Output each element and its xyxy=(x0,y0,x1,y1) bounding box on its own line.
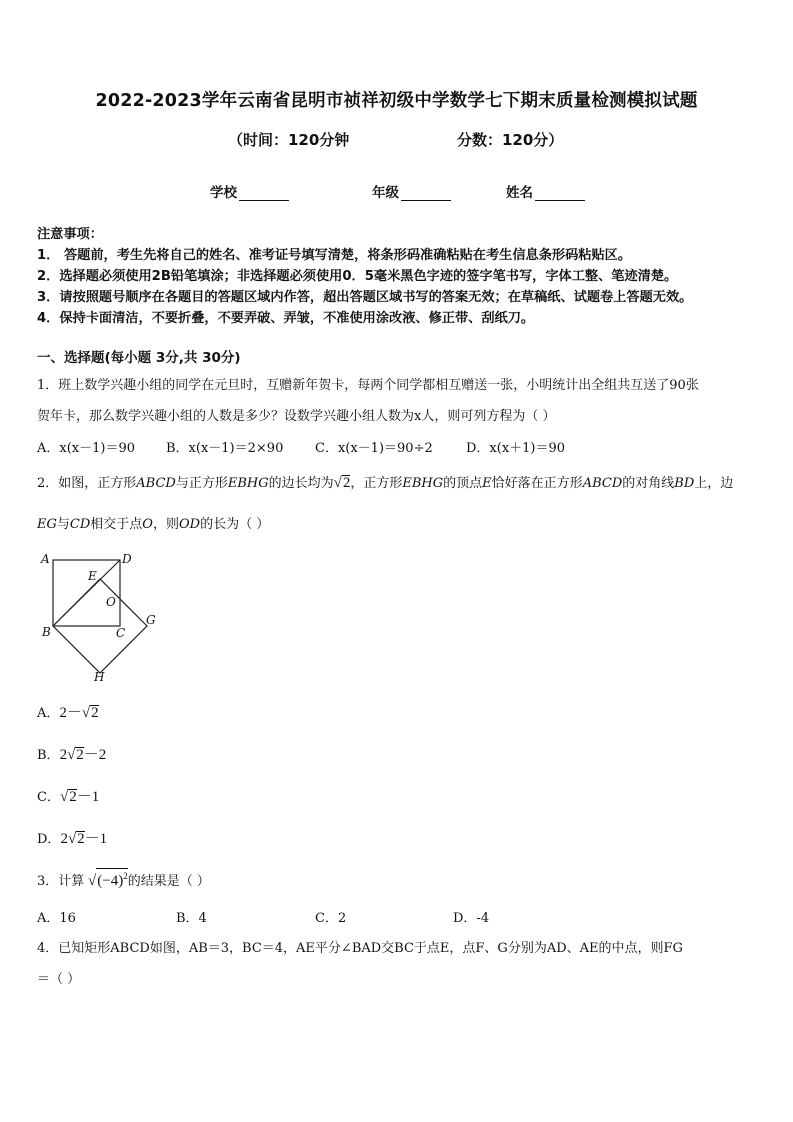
label-d: D xyxy=(122,552,132,566)
note-item: 1． 答题前，考生先将自己的姓名、准考证号填写清楚，将条形码准确粘贴在考生信息条形码粘贴区。 xyxy=(37,248,632,263)
q3-option-a: A．16 xyxy=(37,911,76,926)
label-g: G xyxy=(146,613,156,627)
name-field xyxy=(506,181,585,201)
note-item: 3．请按照题号顺序在各题目的答题区域内作答，超出答题区域书写的答案无效；在草稿纸、试题卷上答题无效。 xyxy=(37,290,693,305)
q3-option-d: D．-4 xyxy=(453,911,490,926)
q3-text: 3．计算 $√(-4)^2$的结果是（ ） xyxy=(37,868,210,890)
q2-text-line1: 2．如图，正方形ABCD与正方形EBHG的边长均为√2，正方形EBHG的顶点E恰好落在正方形ABCD的对角线BD上，边 xyxy=(37,475,734,491)
school-label: 学校 xyxy=(210,185,237,201)
q3-option-c: C．2 xyxy=(315,911,347,926)
q4-text-line2: ＝（ ） xyxy=(37,972,81,987)
page-title: 2022-2023学年云南省昆明市祯祥初级中学数学七下期末质量检测模拟试题 xyxy=(95,91,698,111)
q2-geometry-figure xyxy=(36,548,166,684)
q1-option-a: A．x(x－1)＝90 xyxy=(37,441,136,456)
name-label: 姓名 xyxy=(506,185,533,201)
school-field xyxy=(210,181,289,201)
q3-option-b: B．4 xyxy=(176,911,207,926)
q1-option-b: B．x(x－1)＝2×90 xyxy=(166,441,284,456)
q1-option-c: C．x(x－1)＝90÷2 xyxy=(315,441,433,456)
section-title: 一、选择题(每小题 3分,共 30分) xyxy=(37,350,241,366)
q1-text-line2: 贺年卡，那么数学兴趣小组的人数是多少？设数学兴趣小组人数为x人，则可列方程为（ ） xyxy=(37,409,556,424)
q2-option-c: C．√2－1 xyxy=(37,789,100,805)
note-item: 4．保持卡面清洁，不要折叠，不要弄破、弄皱，不准使用涂改液、修正带、刮纸刀。 xyxy=(37,311,535,326)
grade-label: 年级 xyxy=(372,185,399,201)
q2-option-b: B．2√2－2 xyxy=(37,747,107,763)
q4-text-line1: 4．已知矩形ABCD如图，AB＝3，BC＝4，AE平分∠BAD交BC于点E，点F、G分别为AD、AE的中点，则FG xyxy=(37,941,683,956)
q2-option-d: D．2√2－1 xyxy=(37,831,108,847)
label-e: E xyxy=(88,569,97,583)
q1-text-line1: 1．班上数学兴趣小组的同学在元旦时，互赠新年贺卡，每两个同学都相互赠送一张，小明统计出全组共互送了90张 xyxy=(37,378,699,393)
exam-score: 分数：120分） xyxy=(457,131,564,149)
notes-heading: 注意事项： xyxy=(37,227,103,242)
q1-option-d: D．x(x＋1)＝90 xyxy=(466,441,566,456)
exam-time: （时间：120分钟 xyxy=(228,131,350,149)
grade-field xyxy=(372,181,451,201)
label-a: A xyxy=(41,552,50,566)
note-item: 2．选择题必须使用2B铅笔填涂；非选择题必须使用0．5毫米黑色字迹的签字笔书写，字体工整、笔迹清楚。 xyxy=(37,269,678,284)
label-b: B xyxy=(42,625,51,639)
label-h: H xyxy=(94,670,105,684)
q2-text-line2: EG与CD相交于点O，则OD的长为（ ） xyxy=(37,517,270,532)
q2-option-a: A．2－√2 xyxy=(37,705,99,721)
label-o: O xyxy=(106,595,116,609)
label-c: C xyxy=(116,626,126,640)
